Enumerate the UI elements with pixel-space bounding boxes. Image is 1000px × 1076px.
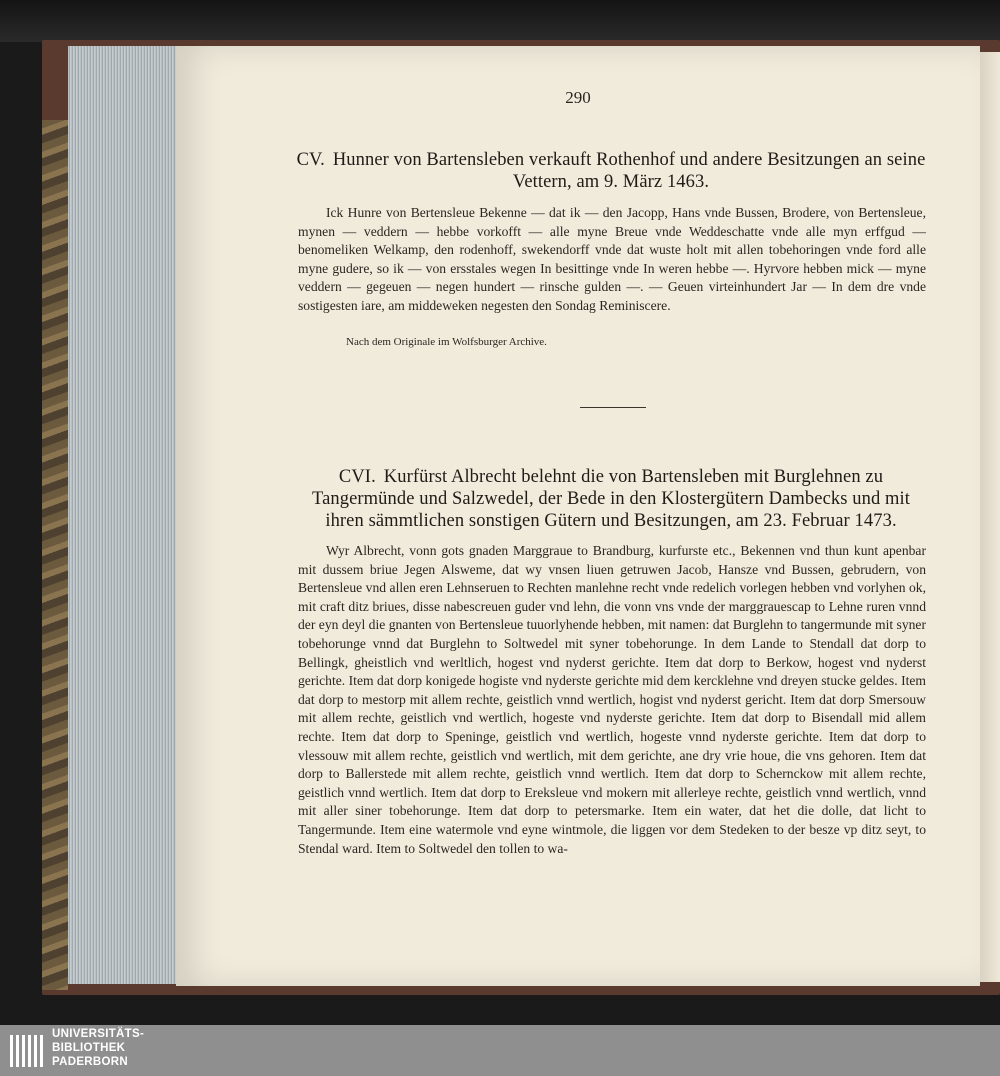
section-cvi-heading: [296, 466, 926, 532]
section-cv-paragraph: Ick Hunre von Bertensleue Bekenne — dat ik — den Jacopp, Hans vnde Bussen, Brodere, von Bertensleue, mynen — veddern — hebbe vorkofft — alle myne Breue vnde Weddeschatte vnde alle myn erffgud — benomeliken Welkamp, den rodenhoff, swekendorff vnde dat wuste holt mit allen tobehoringen vnde ford alle myne gudere, so ik — von ersstales wegen In besittinge vnde In weren hebbe —. Hyrvore hebben mick — myne veddern — gegeuen — negen hundert — rinsche gulden —. — Geuen virteinhundert Jar — In dem dre vnde sostigesten iare, am middeweken negesten den Sondag Reminiscere.: [298, 205, 926, 313]
section-cvi-title: Kurfürst Albrecht belehnt die von Bartensleben mit Burglehnen zu Tangermünde und Salzwedel, der Bede in den Klostergütern Dambecks und mit ihren sämmtlichen sonstigen Gütern und Besitzungen, am 23. Februar 1473.: [311, 467, 911, 531]
marbled-edge: [42, 120, 68, 990]
section-cv-heading: [296, 149, 926, 193]
section-divider: [580, 407, 646, 408]
facing-page-edge: [980, 52, 1000, 982]
section-cv-number: CV.: [296, 150, 325, 170]
section-cv-title: Hunner von Bartensleben verkauft Rothenhof und andere Besitzungen an seine Vettern, am 9. März 1463.: [332, 150, 926, 192]
section-cv-body: [298, 204, 926, 316]
section-cvi-number: CVI.: [338, 467, 376, 487]
library-name: [52, 1027, 144, 1069]
library-name-line2: BIBLIOTHEK: [52, 1042, 126, 1054]
scan-background: [0, 0, 1000, 42]
book-page: [176, 46, 980, 986]
library-name-line3: PADERBORN: [52, 1056, 128, 1068]
footer-bar: [0, 1025, 1000, 1076]
page-number: 290: [565, 88, 591, 107]
section-cvi-paragraph: Wyr Albrecht, vonn gots gnaden Marggraue to Brandburg, kurfurste etc., Bekennen vnd thun kunt apenbar mit dussem briue Jegen Alsweme, dat wy vnsen liuen getruwen Jacob, Hansze vnd Bussen, gebrudern, von Bertensleue vnd allen eren Lehnseruen to Rechten manlehne recht vnde redelich vorlegen hebben vnd vorlyhen ok, mit craft ditz briues, disse nabescreuen guder vnd lehn, die vonn vns vnde der marggrauescap to Lehne ruren vnnd der eyn deyl die gnanten von Bertensleue tuuorlyhende hebben, mit namen: dat Burglehn to tangermunde mit syner tobehorunge vnnd dat Burglehn to Soltwedel mit syner tobehorunge. In dem Lande to Stendall dat dorp to Bellingk, gheistlich vnd werltlich, hogest vnd nyderst gerichte. Item dat dorp to Berkow, hogest vnd nyderst gerichte. Item dat dorp konigede hogiste vnd nyderste gerichte mid dem kercklehne vnd dreyen stucke geldes. Item dat dorp to mestorp mit allem rechte, geistlich vnnd wertlich, hogist vnd nyderst gericht. Item dat dorp Smersouw mit allem rechte, geistlich vnd wertlich, hogeste vnd nyderste gerichte. Item dat dorp to Bisendall mid allem rechte. Item dat dorp to Speninge, geistlich vnd wertlich, hogeste vnnd nyderste gerichte. Item dat dorp to vlessouw mit allem rechte, geistlich vnd wertlich, mit dem gerichte, ane dry vrie houe, die vns gehoren. Item dat dorp to Ballerstede mit allem rechte, geistlich vnnd wertlich. Item dat dorp to Schernckow mit allem rechte, geistlich vnnd wertlich. Item dat dorp to Ereksleue vnd mokern mit allerleye rechte, geistlich vnnd wertlich, vnnd mit aller siner tobehorunge. Item dat dorp to petersmarke. Item ein water, dat het die dolle, dat licht to Tangermunde. Item eine watermole vnd eyne wintmole, die liggen vor dem Stedeken to der besze vp ditz seyt, to Stendal ward. Item to Soltwedel den tollen to wa-: [298, 543, 926, 856]
library-logo-icon: [8, 1031, 44, 1071]
section-cv-source: Nach dem Originale im Wolfsburger Archive.: [346, 336, 547, 348]
section-cvi-body: [298, 542, 926, 858]
library-name-line1: UNIVERSITÄTS-: [52, 1028, 145, 1040]
page-block-edge: [68, 46, 178, 984]
